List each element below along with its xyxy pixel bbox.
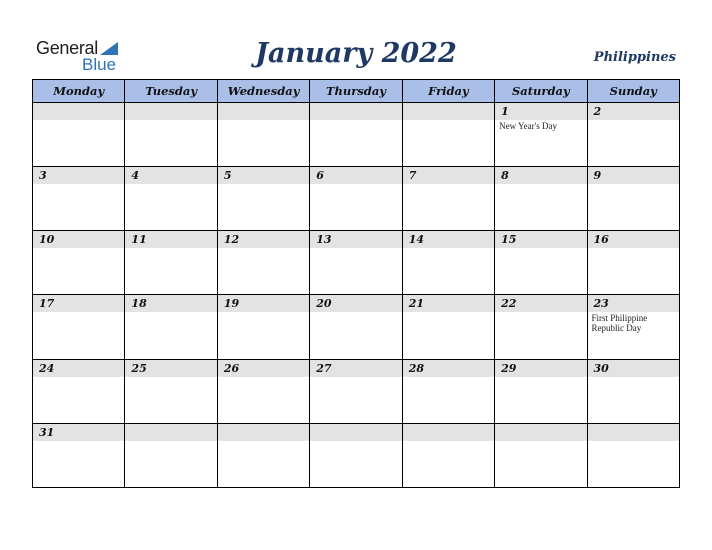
day-cell [402,359,494,423]
day-cell [402,167,494,231]
logo-general-text: General [36,38,98,58]
day-cell [402,231,494,295]
day-cell [495,295,587,359]
day-cell [33,231,125,295]
day-cell [310,167,402,231]
day-cell [310,359,402,423]
day-number: 15 [495,231,586,248]
logo-blue-text: Blue [82,55,117,74]
day-number [403,103,494,120]
day-number [125,103,216,120]
week-row [33,231,680,295]
day-cell [402,295,494,359]
day-cell [33,167,125,231]
weekday-header: Saturday [495,80,587,103]
day-cell [310,423,402,487]
day-cell [402,103,494,167]
day-number: 17 [33,295,124,312]
day-cell [217,167,309,231]
day-cell [310,295,402,359]
day-number [403,424,494,441]
day-number: 30 [588,360,679,377]
day-cell [33,103,125,167]
day-cell [310,231,402,295]
day-number: 24 [33,360,124,377]
day-cell [587,167,679,231]
day-cell [217,423,309,487]
day-number [218,103,309,120]
day-number: 13 [310,231,401,248]
day-number: 18 [125,295,216,312]
day-number [218,424,309,441]
week-row [33,103,680,167]
day-cell [217,231,309,295]
day-cell [495,423,587,487]
day-cell [587,359,679,423]
weekday-header: Monday [33,80,125,103]
holiday-label: New Year's Day [499,121,557,131]
week-row [33,423,680,487]
day-cell [217,359,309,423]
day-cell [33,359,125,423]
day-cell [495,103,587,167]
day-number: 27 [310,360,401,377]
day-number: 8 [495,167,586,184]
calendar-grid [32,79,680,488]
holiday-label: First Philippine Republic Day [591,313,648,334]
weekday-header: Wednesday [217,80,309,103]
day-number [310,103,401,120]
day-cell [587,231,679,295]
day-number: 16 [588,231,679,248]
day-number [495,424,586,441]
day-number: 11 [125,231,216,248]
day-cell [587,295,679,359]
day-cell [33,423,125,487]
day-cell [33,295,125,359]
day-cell [217,295,309,359]
day-cell [495,359,587,423]
weekday-header-row [33,80,680,103]
day-cell [402,423,494,487]
day-number: 2 [588,103,679,120]
day-number [125,424,216,441]
calendar-title: January 2022 [255,38,457,69]
day-cell [587,423,679,487]
week-row [33,359,680,423]
day-number: 4 [125,167,216,184]
week-row [33,167,680,231]
weekday-header: Tuesday [125,80,217,103]
day-number [588,424,679,441]
day-cell [495,231,587,295]
day-number [310,424,401,441]
day-cell [125,423,217,487]
day-cell [217,103,309,167]
day-cell [125,359,217,423]
day-number: 6 [310,167,401,184]
day-number: 22 [495,295,586,312]
week-row [33,295,680,359]
weekday-header: Friday [402,80,494,103]
day-number: 10 [33,231,124,248]
country-label: Philippines [593,50,676,65]
day-number: 28 [403,360,494,377]
day-number: 21 [403,295,494,312]
day-number: 31 [33,424,124,441]
day-cell [310,103,402,167]
day-cell [125,295,217,359]
day-number: 5 [218,167,309,184]
day-number: 19 [218,295,309,312]
weekday-header: Sunday [587,80,679,103]
day-cell [125,231,217,295]
day-number: 25 [125,360,216,377]
day-number: 3 [33,167,124,184]
day-number: 1 [495,103,586,120]
day-number: 29 [495,360,586,377]
day-number: 7 [403,167,494,184]
day-number: 9 [588,167,679,184]
day-number: 26 [218,360,309,377]
day-cell [587,103,679,167]
day-number [33,103,124,120]
day-number: 23 [588,295,679,312]
day-number: 20 [310,295,401,312]
weekday-header: Thursday [310,80,402,103]
day-cell [125,167,217,231]
day-cell [125,103,217,167]
day-number: 12 [218,231,309,248]
day-number: 14 [403,231,494,248]
day-cell [495,167,587,231]
